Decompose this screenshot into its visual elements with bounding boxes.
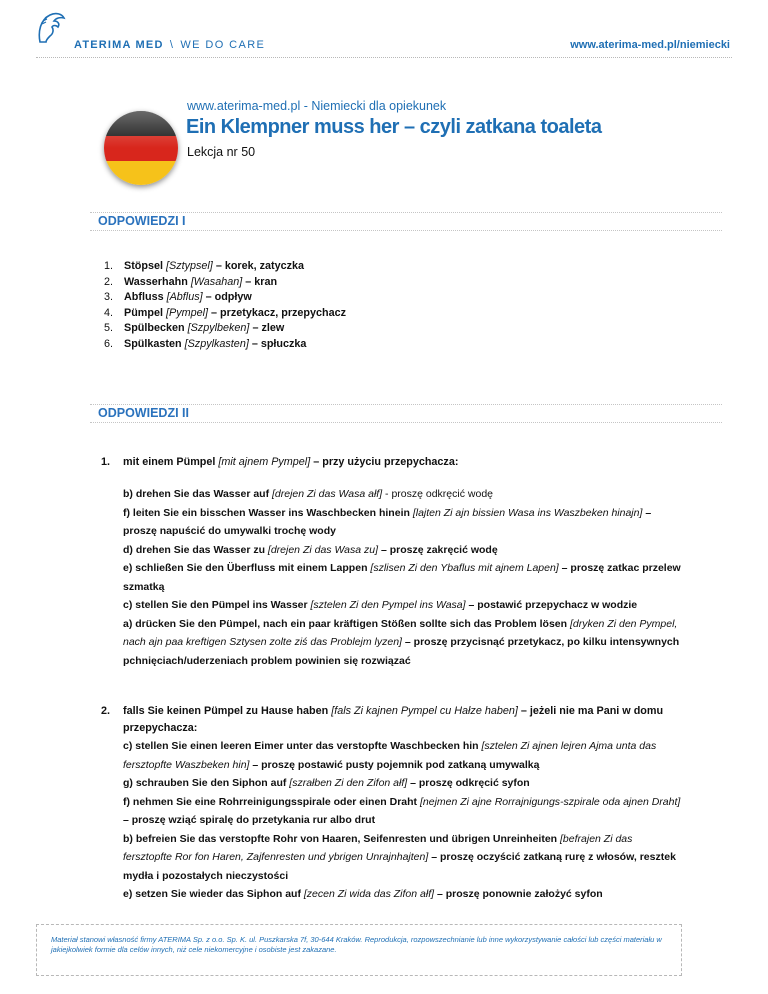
section-1-title: ODPOWIEDZI I xyxy=(98,214,186,228)
copyright-footer xyxy=(36,924,682,976)
answer-item: c) stellen Sie den Pümpel ins Wasser [sztelen Zi den Pympel ins Wasa] – postawić przepychacz w wodzie xyxy=(123,599,638,611)
answer-item: d) drehen Sie das Wasser zu [drejen Zi das Wasa zu] – proszę zakręcić wodę xyxy=(123,543,498,556)
brand-tagline: WE DO CARE xyxy=(180,39,266,51)
lesson-number: Lekcja nr 50 xyxy=(187,145,256,159)
brand-line xyxy=(74,39,265,51)
question-number: 2. xyxy=(101,705,111,717)
answer-list-1 xyxy=(123,485,683,670)
question-number: 1. xyxy=(101,456,111,468)
header-divider xyxy=(36,57,732,58)
list-item: 5. Spülbecken [Szpylbeken] – zlew xyxy=(104,322,285,335)
page-title: Ein Klempner muss her – czyli zatkana toaleta xyxy=(186,116,602,138)
answer-list-2 xyxy=(123,737,683,904)
answer-item: a) drücken Sie den Pümpel, nach ein paar kräftigen Stößen sollte sich das Problem lösen [dryken Zi den Pympel, nach ajn paa kreftigen Sztysen zolte ziś das Problejm lyzen] – proszę przycisnąć przetykacz, po kilku intensywnych pchnięciach/uderzeniach problem powinien się rozwiązać xyxy=(123,617,680,667)
page-header xyxy=(36,12,736,51)
answer-item: b) drehen Sie das Wasser auf [drejen Zi das Wasa ałf] - proszę odkręcić wodę xyxy=(123,488,493,500)
german-flag-icon xyxy=(104,111,178,185)
answer-item: e) schließen Sie den Überfluss mit einem Lappen [szlisen Zi den Ybaflus mit ajnem Lapen] – proszę zatkac przelew szmatką xyxy=(123,562,681,593)
section-heading-1 xyxy=(90,212,722,231)
list-item: 6. Spülkasten [Szpylkasten] – spłuczka xyxy=(104,337,307,350)
vocabulary-list xyxy=(104,259,346,353)
list-item: 2. Wasserhahn [Wasahan] – kran xyxy=(104,275,278,288)
list-item: 1. Stöpsel [Sztypsel] – korek, zatyczka xyxy=(104,260,305,272)
lesson-subtitle: www.aterima-med.pl - Niemiecki dla opiekunek xyxy=(187,99,447,113)
section-heading-2 xyxy=(90,404,722,423)
brand-name: ATERIMA MED xyxy=(74,39,164,51)
answer-item: c) stellen Sie einen leeren Eimer unter das verstopfte Waschbecken hin [sztelen Zi ajnen lejren Ajma unta das fersztopfte Waszbeken hin] – proszę postawić pusty pojemnik pod zatkaną umywalką xyxy=(123,740,657,771)
list-item: 3. Abfluss [Abflus] – odpływ xyxy=(104,291,252,304)
answer-item: f) nehmen Sie eine Rohrreinigungsspirale oder einen Draht [nejmen Zi ajne Rorrajnigungs-szpirale oda ajnen Draht] – proszę wziąć spiralę do przetykania rur albo drut xyxy=(123,795,681,826)
aterima-logo-icon xyxy=(36,12,66,44)
answer-item: b) befreien Sie das verstopfte Rohr von Haaren, Seifenresten und übrigen Unreinheiten [befrajen Zi das fersztopfte Ror fon Haren, Zajfenresten und ybrigen Unrajnhajten] – proszę oczyścić zatkaną rurę z włosów, resztek mydła i pozostałych nieczystości xyxy=(123,832,676,882)
question-text: falls Sie keinen Pümpel zu Hause haben [fals Zi kajnen Pympel cu Hałze haben] – jeżeli nie ma Pani w domu przepychacza: xyxy=(123,705,664,734)
copyright-text: Materiał stanowi własność firmy ATERIMA Sp. z o.o. Sp. K. ul. Puszkarska 7f, 30-644 Kraków. Reprodukcja, rozpowszechnianie lub inne wykorzystywanie całości lub części materiału w jakiejkolwiek formie dla celów innych, niż cele niekomercyjne i osobiste jest zakazane. xyxy=(51,935,662,954)
question-text: mit einem Pümpel [mit ajnem Pympel] – przy użyciu przepychacza: xyxy=(123,456,459,468)
answer-item: e) setzen Sie wieder das Siphon auf [zecen Zi wida das Zifon ałf] – proszę ponownie założyć syfon xyxy=(123,888,603,900)
header-site-link[interactable]: www.aterima-med.pl/niemiecki xyxy=(570,39,730,51)
answer-item: g) schrauben Sie den Siphon auf [szrałben Zi den Zifon ałf] – proszę odkręcić syfon xyxy=(123,777,530,789)
brand-separator: \ xyxy=(169,39,175,51)
answer-item: f) leiten Sie ein bisschen Wasser ins Waschbecken hinein [lajten Zi ajn bissien Wasa ins Waszbeken hinajn] – proszę napuścić do umywalki trochę wody xyxy=(123,506,652,537)
list-item: 4. Pümpel [Pympel] – przetykacz, przepychacz xyxy=(104,306,347,319)
section-2-title: ODPOWIEDZI II xyxy=(98,406,189,420)
